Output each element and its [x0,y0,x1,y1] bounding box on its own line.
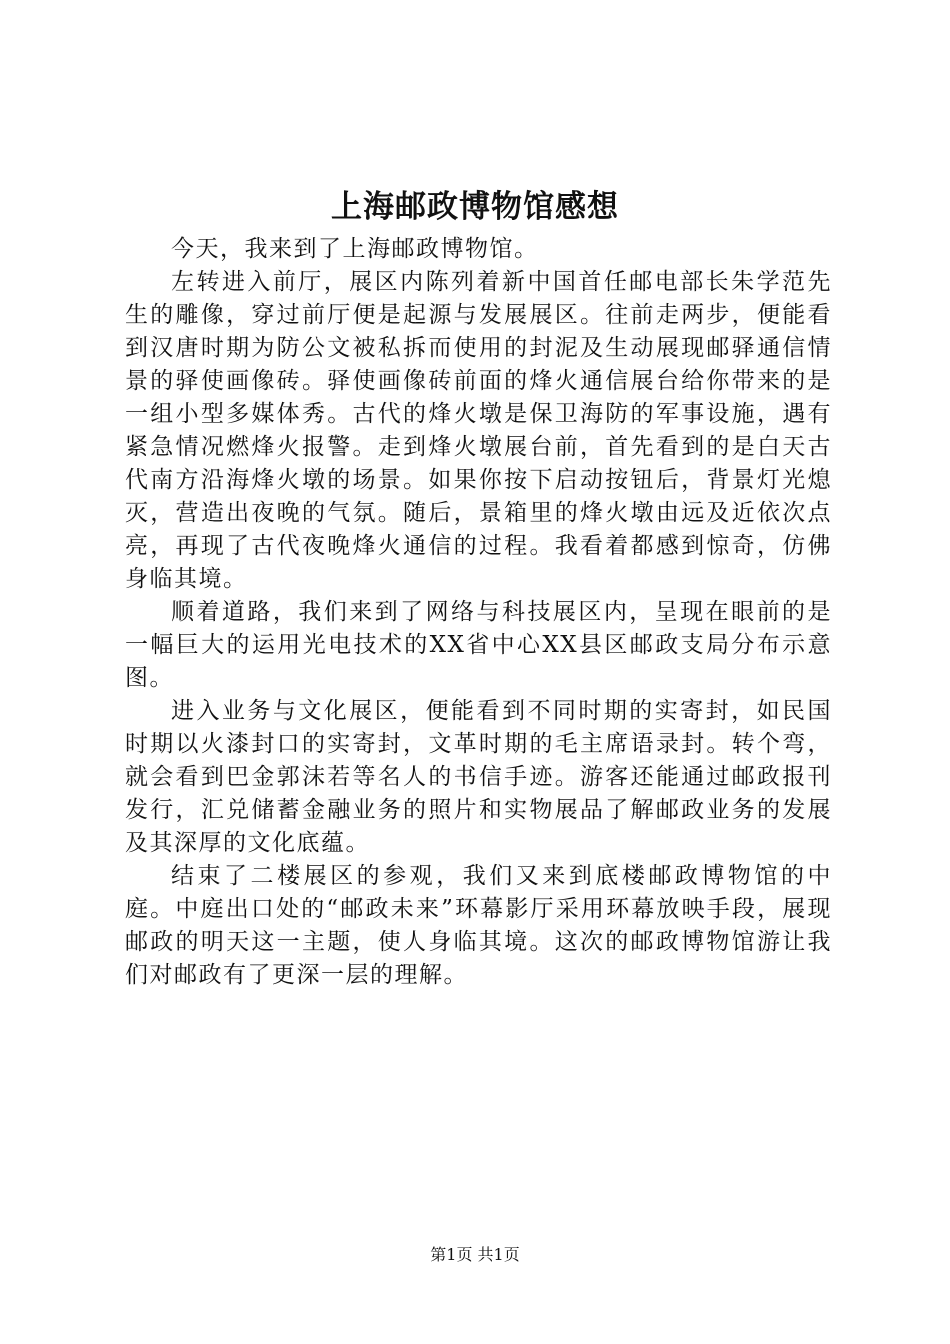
document-title: 上海邮政博物馆感想 [331,189,619,225]
paragraph-2: 左转进入前厅，展区内陈列着新中国首任邮电部长朱学范先生的雕像，穿过前厅便是起源与发展展区。往前走两步，便能看到汉唐时期为防公文被私拆而使用的封泥及生动展现邮驿通信情景的驿使画像砖。驿使画像砖前面的烽火通信展台给你带来的是一组小型多媒体秀。古代的烽火墩是保卫海防的军事设施，遇有紧急情况燃烽火报警。走到烽火墩展台前，首先看到的是白天古代南方沿海烽火墩的场景。如果你按下启动按钮后，背景灯光熄灭，营造出夜晚的气氛。随后，景箱里的烽火墩由远及近依次点亮，再现了古代夜晚烽火通信的过程。我看着都感到惊奇，仿佛身临其境。 [125,269,832,592]
paragraph-1: 今天，我来到了上海邮政博物馆。 [171,236,539,262]
document-body [125,233,832,992]
page-footer: 第1页 共1页 [430,1245,520,1264]
paragraph-5: 结束了二楼展区的参观，我们又来到底楼邮政博物馆的中庭。中庭出口处的“邮政未来”环幕影厅采用环幕放映手段，展现邮政的明天这一主题，使人身临其境。这次的邮政博物馆游让我们对邮政有了更深一层的理解。 [125,863,832,988]
paragraph-4: 进入业务与文化展区，便能看到不同时期的实寄封，如民国时期以火漆封口的实寄封，文革时期的毛主席语录封。转个弯，就会看到巴金郭沫若等名人的书信手迹。游客还能通过邮政报刊发行，汇兑储蓄金融业务的照片和实物展品了解邮政业务的发展及其深厚的文化底蕴。 [125,698,832,856]
paragraph-3: 顺着道路，我们来到了网络与科技展区内，呈现在眼前的是一幅巨大的运用光电技术的XX省中心XX县区邮政支局分布示意图。 [125,599,832,691]
